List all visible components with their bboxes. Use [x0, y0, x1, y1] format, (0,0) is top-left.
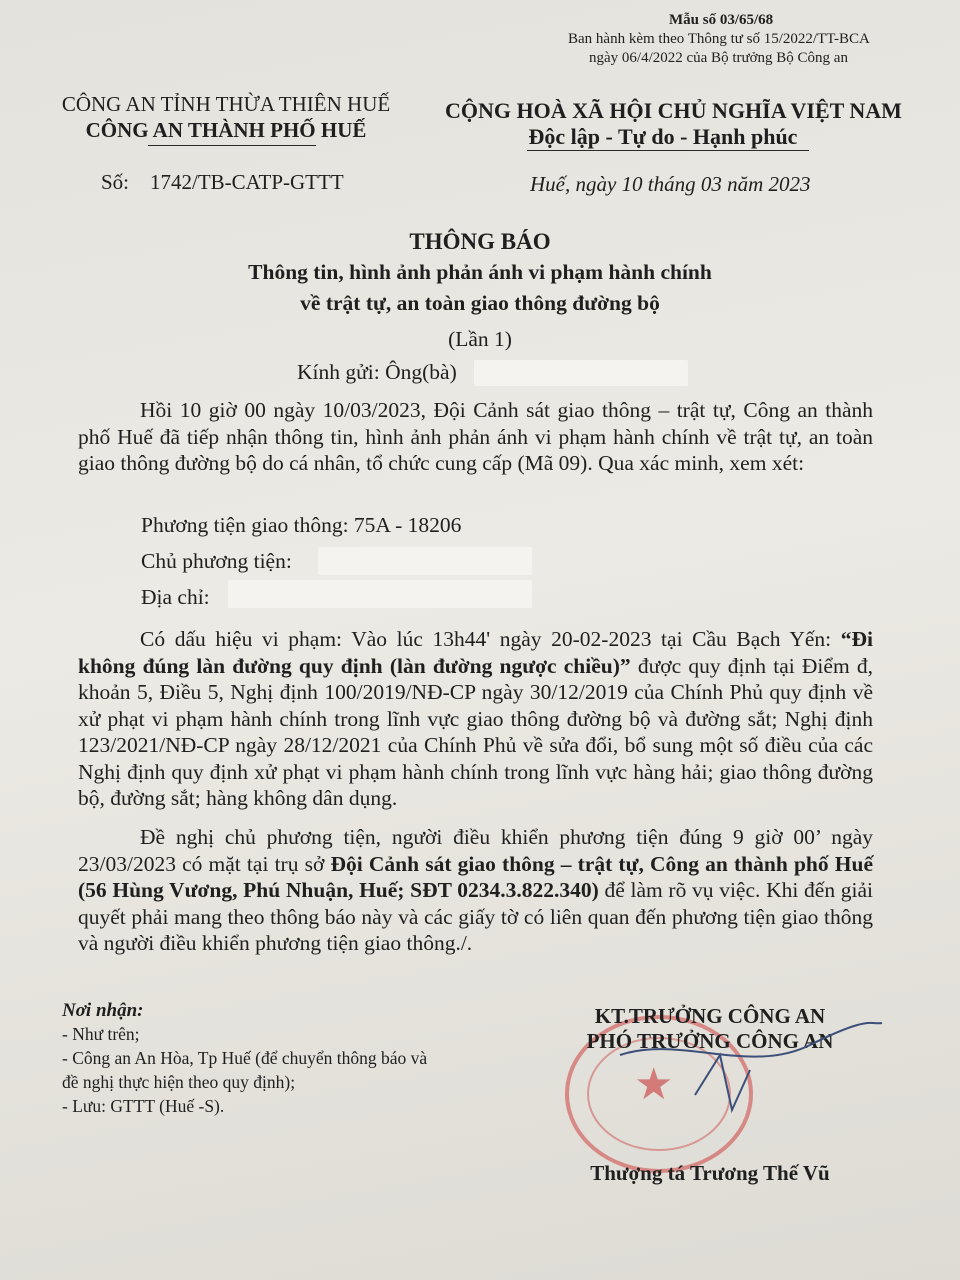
- violation-intro: Có dấu hiệu vi phạm: Vào lúc 13h44' ngày 20-02-2023 tại Cầu Bạch Yến:: [140, 627, 832, 651]
- agency-name: CÔNG AN THÀNH PHỐ HUẾ: [85, 118, 367, 142]
- notice-title: THÔNG BÁO: [409, 229, 551, 254]
- owner-redaction: [318, 547, 532, 575]
- national-title: CỘNG HOÀ XÃ HỘI CHỦ NGHĨA VIỆT NAM: [445, 98, 902, 123]
- request-text-2: để làm rõ vụ việc. Khi đến giải quyết phải mang theo thông báo này và các giấy tờ có liên quan đến phương tiện giao thông và người điều khiển phương tiện giao thông./.: [78, 878, 873, 955]
- recipient-redaction: [474, 360, 688, 386]
- recipient-label: Kính gửi: Ông(bà): [297, 360, 457, 384]
- intro-paragraph: Hồi 10 giờ 00 ngày 10/03/2023, Đội Cảnh sát giao thông – trật tự, Công an thành phố Huế đã tiếp nhận thông tin, hình ảnh phản ánh vi phạm hành chính về trật tự, an toàn giao thông đường bộ do cá nhân, tổ chức cung cấp (Mã 09). Qua xác minh, xem xét:: [78, 398, 873, 475]
- notice-subtitle-1: Thông tin, hình ảnh phản ánh vi phạm hành chính: [248, 260, 712, 284]
- recipients-item: - Lưu: GTTT (Huế -S).: [62, 1096, 225, 1116]
- agency-underline: [148, 145, 316, 146]
- request-paragraph: [78, 824, 873, 957]
- document-number: 1742/TB-CATP-GTTT: [150, 170, 344, 194]
- recipients-title: Nơi nhận:: [62, 1000, 144, 1021]
- request-office: Đội Cảnh sát giao thông – trật tự, Công an thành phố Huế (56 Hùng Vương, Phú Nhuận, Huế; SĐT 0234.3.822.340): [78, 851, 873, 902]
- recipients-item: - Như trên;: [62, 1024, 140, 1044]
- address-label: Địa chỉ:: [141, 585, 210, 609]
- notice-subtitle-2: về trật tự, an toàn giao thông đường bộ: [300, 291, 660, 315]
- vehicle-line: Phương tiện giao thông: 75A - 18206: [141, 513, 462, 537]
- recipients-item: - Công an An Hòa, Tp Huế (để chuyển thông báo và: [62, 1048, 428, 1068]
- violation-name: “Đi không đúng làn đường quy định (làn đường ngược chiều)”: [78, 627, 874, 678]
- request-text-1: Đề nghị chủ phương tiện, người điều khiển phương tiện đúng 9 giờ 00’ ngày 23/03/2023 có mặt tại trụ sở: [78, 825, 873, 876]
- form-issued-date: ngày 06/4/2022 của Bộ trưởng Bộ Công an: [589, 50, 848, 66]
- stamp-star-icon: ★: [634, 1059, 674, 1110]
- place-date: Huế, ngày 10 tháng 03 năm 2023: [530, 172, 811, 196]
- notice-round: (Lần 1): [448, 327, 512, 351]
- handwritten-signature: [600, 1015, 890, 1125]
- motto-underline: [527, 150, 809, 151]
- form-issued-with: Ban hành kèm theo Thông tư số 15/2022/TT-BCA: [568, 31, 870, 47]
- form-code: Mẫu số 03/65/68: [669, 12, 774, 28]
- document-number-label: Số:: [101, 170, 130, 194]
- address-redaction: [228, 580, 532, 608]
- signer-name: Thượng tá Trương Thế Vũ: [590, 1161, 830, 1185]
- national-motto: Độc lập - Tự do - Hạnh phúc: [528, 124, 798, 149]
- agency-parent: CÔNG AN TỈNH THỪA THIÊN HUẾ: [61, 92, 391, 116]
- violation-paragraph: [78, 626, 873, 812]
- owner-label: Chủ phương tiện:: [141, 549, 292, 573]
- recipients-item: đề nghị thực hiện theo quy định);: [62, 1072, 296, 1092]
- signature-line-2: PHÓ TRƯỞNG CÔNG AN: [586, 1029, 834, 1053]
- violation-legal-basis: được quy định tại Điểm đ, khoản 5, Điều 5, Nghị định 100/2019/NĐ-CP ngày 30/12/2019 của Chính Phủ quy định về xử phạt vi phạm hành chính trong lĩnh vực giao thông đường bộ và đường sắt; Nghị định 123/2021/NĐ-CP ngày 28/12/2021 của Chính Phủ về sửa đổi, bổ sung một số điều của các Nghị định quy định xử phạt vi phạm hành chính trong lĩnh vực hàng hải; giao thông đường bộ, đường sắt; hàng không dân dụng.: [78, 653, 873, 810]
- signature-line-1: KT.TRƯỞNG CÔNG AN: [594, 1004, 826, 1028]
